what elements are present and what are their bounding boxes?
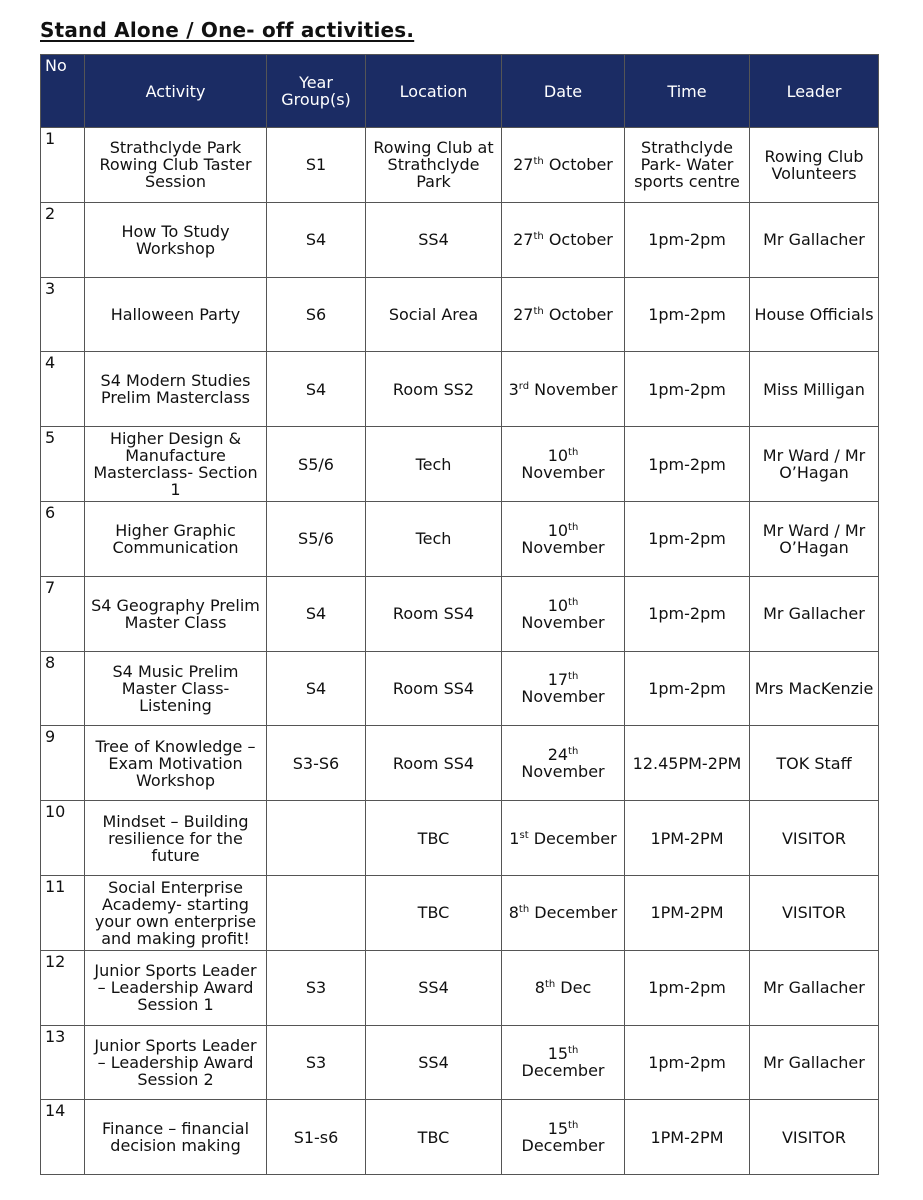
location-cell: TBC [366,875,502,950]
leader-cell: Mrs MacKenzie [750,651,879,726]
activities-table [40,54,879,1175]
date-month: November [521,463,605,483]
table-row [41,352,879,427]
time-cell: 1pm-2pm [625,576,750,651]
year-group-cell: S4 [267,576,366,651]
table-row [41,501,879,576]
date-day: 1 [509,828,520,848]
header-year-groups: Year Group(s) [267,55,366,128]
date-month: December [521,1061,605,1081]
year-group-cell [267,801,366,876]
date-month: November [521,687,605,707]
time-cell: 1pm-2pm [625,352,750,427]
location-cell: Room SS4 [366,651,502,726]
date-month: December [521,1136,605,1156]
table-row [41,651,879,726]
date-day: 17 [547,670,569,690]
location-cell: Room SS2 [366,352,502,427]
date-cell [502,651,625,726]
row-number: 6 [41,501,85,576]
header-no: No [41,55,85,128]
date-ordinal-suffix: th [533,305,544,317]
date-cell [502,128,625,203]
date-ordinal-suffix: th [518,904,530,916]
date-day: 10 [547,595,569,615]
year-group-cell: S6 [267,277,366,352]
header-date: Date [502,55,625,128]
date-cell [502,726,625,801]
leader-cell: Rowing Club Volunteers [750,128,879,203]
location-cell: Room SS4 [366,576,502,651]
leader-cell: Mr Ward / Mr O’Hagan [750,501,879,576]
activity-cell: Junior Sports Leader – Leadership Award Session 1 [85,950,267,1025]
time-cell: 1pm-2pm [625,427,750,502]
date-ordinal-suffix: th [544,979,556,991]
date-ordinal-suffix: th [568,1120,579,1132]
table-row [41,128,879,203]
date-day: 8 [534,978,545,998]
date-month: October [543,230,613,250]
leader-cell: VISITOR [750,875,879,950]
leader-cell: Mr Gallacher [750,576,879,651]
date-day: 27 [513,304,534,324]
table-row [41,576,879,651]
time-cell: 1pm-2pm [625,277,750,352]
time-cell: 1pm-2pm [625,202,750,277]
date-cell [502,950,625,1025]
date-month: December [528,828,617,848]
table-row [41,1100,879,1175]
date-cell [502,1025,625,1100]
leader-cell: VISITOR [750,801,879,876]
year-group-cell: S4 [267,352,366,427]
row-number: 1 [41,128,85,203]
location-cell: SS4 [366,1025,502,1100]
date-day: 8 [508,903,519,923]
activity-cell: S4 Geography Prelim Master Class [85,576,267,651]
date-ordinal-suffix: st [519,829,529,841]
row-number: 8 [41,651,85,726]
row-number: 4 [41,352,85,427]
year-group-cell: S1-s6 [267,1100,366,1175]
activity-cell: Mindset – Building resilience for the future [85,801,267,876]
year-group-cell: S5/6 [267,501,366,576]
header-leader: Leader [750,55,879,128]
date-ordinal-suffix: th [533,156,544,168]
activity-cell: How To Study Workshop [85,202,267,277]
row-number: 9 [41,726,85,801]
activity-cell: Finance – financial decision making [85,1100,267,1175]
date-ordinal-suffix: th [568,1045,579,1057]
date-month: October [543,304,613,324]
location-cell: SS4 [366,202,502,277]
date-cell [502,277,625,352]
table-row [41,277,879,352]
date-day: 27 [513,230,534,250]
date-month: November [521,762,605,782]
activity-cell: S4 Music Prelim Master Class- Listening [85,651,267,726]
header-activity: Activity [85,55,267,128]
date-cell [502,427,625,502]
table-row [41,801,879,876]
row-number: 12 [41,950,85,1025]
date-day: 10 [547,520,569,540]
row-number: 7 [41,576,85,651]
table-row [41,427,879,502]
leader-cell: Miss Milligan [750,352,879,427]
header-location: Location [366,55,502,128]
location-cell: Rowing Club at Strathclyde Park [366,128,502,203]
activity-cell: Tree of Knowledge – Exam Motivation Workshop [85,726,267,801]
date-cell [502,576,625,651]
location-cell: Room SS4 [366,726,502,801]
date-cell [502,501,625,576]
year-group-cell: S1 [267,128,366,203]
header-row [41,55,879,128]
date-cell [502,202,625,277]
date-ordinal-suffix: th [533,231,544,243]
leader-cell: Mr Gallacher [750,202,879,277]
activity-cell: S4 Modern Studies Prelim Masterclass [85,352,267,427]
row-number: 10 [41,801,85,876]
table-row [41,950,879,1025]
date-cell [502,352,625,427]
year-group-cell: S3 [267,950,366,1025]
location-cell: TBC [366,1100,502,1175]
leader-cell: House Officials [750,277,879,352]
table-row [41,875,879,950]
activity-cell: Higher Graphic Communication [85,501,267,576]
date-month: Dec [555,978,592,998]
date-cell [502,801,625,876]
date-ordinal-suffix: th [568,671,579,683]
row-number: 2 [41,202,85,277]
activity-cell: Halloween Party [85,277,267,352]
date-day: 3 [508,379,519,399]
row-number: 3 [41,277,85,352]
date-ordinal-suffix: th [568,447,579,459]
date-day: 24 [547,745,569,765]
row-number: 13 [41,1025,85,1100]
date-day: 15 [547,1119,569,1139]
row-number: 14 [41,1100,85,1175]
time-cell: 1pm-2pm [625,1025,750,1100]
activity-cell: Junior Sports Leader – Leadership Award Session 2 [85,1025,267,1100]
date-month: October [543,155,613,175]
row-number: 5 [41,427,85,502]
time-cell: 1PM-2PM [625,875,750,950]
date-day: 10 [547,446,569,466]
date-month: December [529,903,618,923]
location-cell: Social Area [366,277,502,352]
date-ordinal-suffix: th [568,746,579,758]
year-group-cell [267,875,366,950]
table-row [41,726,879,801]
table-header [41,55,879,128]
leader-cell: VISITOR [750,1100,879,1175]
date-day: 15 [547,1044,569,1064]
year-group-cell: S5/6 [267,427,366,502]
time-cell: 12.45PM-2PM [625,726,750,801]
time-cell: 1pm-2pm [625,501,750,576]
activity-cell: Higher Design & Manufacture Masterclass- Section 1 [85,427,267,502]
time-cell: Strathclyde Park- Water sports centre [625,128,750,203]
location-cell: SS4 [366,950,502,1025]
time-cell: 1pm-2pm [625,651,750,726]
date-month: November [521,537,605,557]
time-cell: 1PM-2PM [625,1100,750,1175]
leader-cell: Mr Gallacher [750,950,879,1025]
table-row [41,1025,879,1100]
date-cell [502,875,625,950]
activity-cell: Strathclyde Park Rowing Club Taster Session [85,128,267,203]
date-ordinal-suffix: th [568,521,579,533]
location-cell: Tech [366,427,502,502]
year-group-cell: S4 [267,651,366,726]
row-number: 11 [41,875,85,950]
leader-cell: TOK Staff [750,726,879,801]
year-group-cell: S4 [267,202,366,277]
date-day: 27 [513,155,534,175]
time-cell: 1PM-2PM [625,801,750,876]
date-ordinal-suffix: rd [518,380,530,392]
header-time: Time [625,55,750,128]
time-cell: 1pm-2pm [625,950,750,1025]
date-cell [502,1100,625,1175]
activity-cell: Social Enterprise Academy- starting your own enterprise and making profit! [85,875,267,950]
year-group-cell: S3-S6 [267,726,366,801]
location-cell: Tech [366,501,502,576]
date-month: November [521,612,605,632]
page-title: Stand Alone / One- off activities. [40,18,415,42]
leader-cell: Mr Ward / Mr O’Hagan [750,427,879,502]
date-ordinal-suffix: th [568,596,579,608]
location-cell: TBC [366,801,502,876]
table-row [41,202,879,277]
leader-cell: Mr Gallacher [750,1025,879,1100]
table-body [41,128,879,1175]
date-month: November [529,379,618,399]
year-group-cell: S3 [267,1025,366,1100]
